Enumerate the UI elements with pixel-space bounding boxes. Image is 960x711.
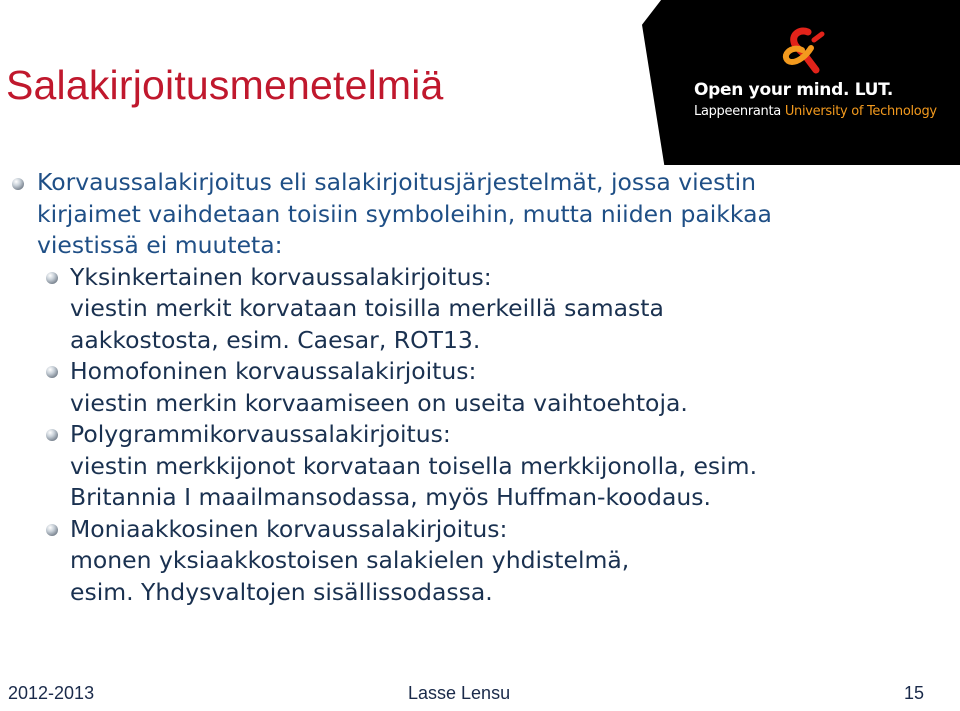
bullet-line: Polygrammikorvaussalakirjoitus: [70,420,451,448]
bullet-line: viestin merkkijonot korvataan toisella merkkijonolla, esim. [70,451,758,480]
slide-body [0,167,900,608]
logo-university: University of Technology [784,104,937,119]
bullet-icon [46,272,58,284]
bullet-line: monen yksiaakkostoisen salakielen yhdistelmä, [70,546,630,574]
page-number: 15 [903,683,924,703]
bullet-line: Britannia I maailmansodassa, myös Huffman-koodaus. [70,483,711,511]
bullet-line: viestissä ei muuteta: [37,231,283,259]
sub-bullet-simple [0,262,900,357]
bullet-line: viestin merkit korvataan toisilla merkeillä samasta [70,294,664,322]
bullet-icon [46,429,58,441]
main-bullet [0,167,900,262]
slide-title: Salakirjoitusmenetelmiä [6,62,444,108]
bullet-line: Homofoninen korvaussalakirjoitus: [70,357,477,385]
sub-bullet-polyalphabetic [0,514,900,609]
bullet-icon [46,524,58,536]
logo-city: Lappeenranta [694,104,781,119]
slide-footer [0,681,960,711]
bullet-line: Yksinkertainen korvaussalakirjoitus: [70,262,492,291]
logo-slogan: Open your mind. LUT. [694,80,894,100]
footer-year: 2012-2013 [8,683,95,703]
bullet-line: Moniaakkosinen korvaussalakirjoitus: [70,514,508,543]
ampersand-logo-icon [778,26,828,76]
bullet-icon [12,178,24,190]
bullet-line: esim. Yhdysvaltojen sisällissodassa. [70,577,493,606]
footer-author: Lasse Lensu [408,683,511,703]
bullet-line: aakkostosta, esim. Caesar, ROT13. [70,325,481,354]
logo-university-name [694,104,937,119]
sub-bullet-polygram [0,419,900,514]
bullet-line: kirjaimet vaihdetaan toisiin symboleihin, mutta niiden paikkaa [37,199,772,228]
lut-logo [642,0,960,165]
sub-bullet-homophonic [0,356,900,419]
bullet-icon [46,366,58,378]
bullet-line: Korvaussalakirjoitus eli salakirjoitusjärjestelmät, jossa viestin [37,168,757,196]
bullet-line: viestin merkin korvaamiseen on useita vaihtoehtoja. [70,388,688,417]
